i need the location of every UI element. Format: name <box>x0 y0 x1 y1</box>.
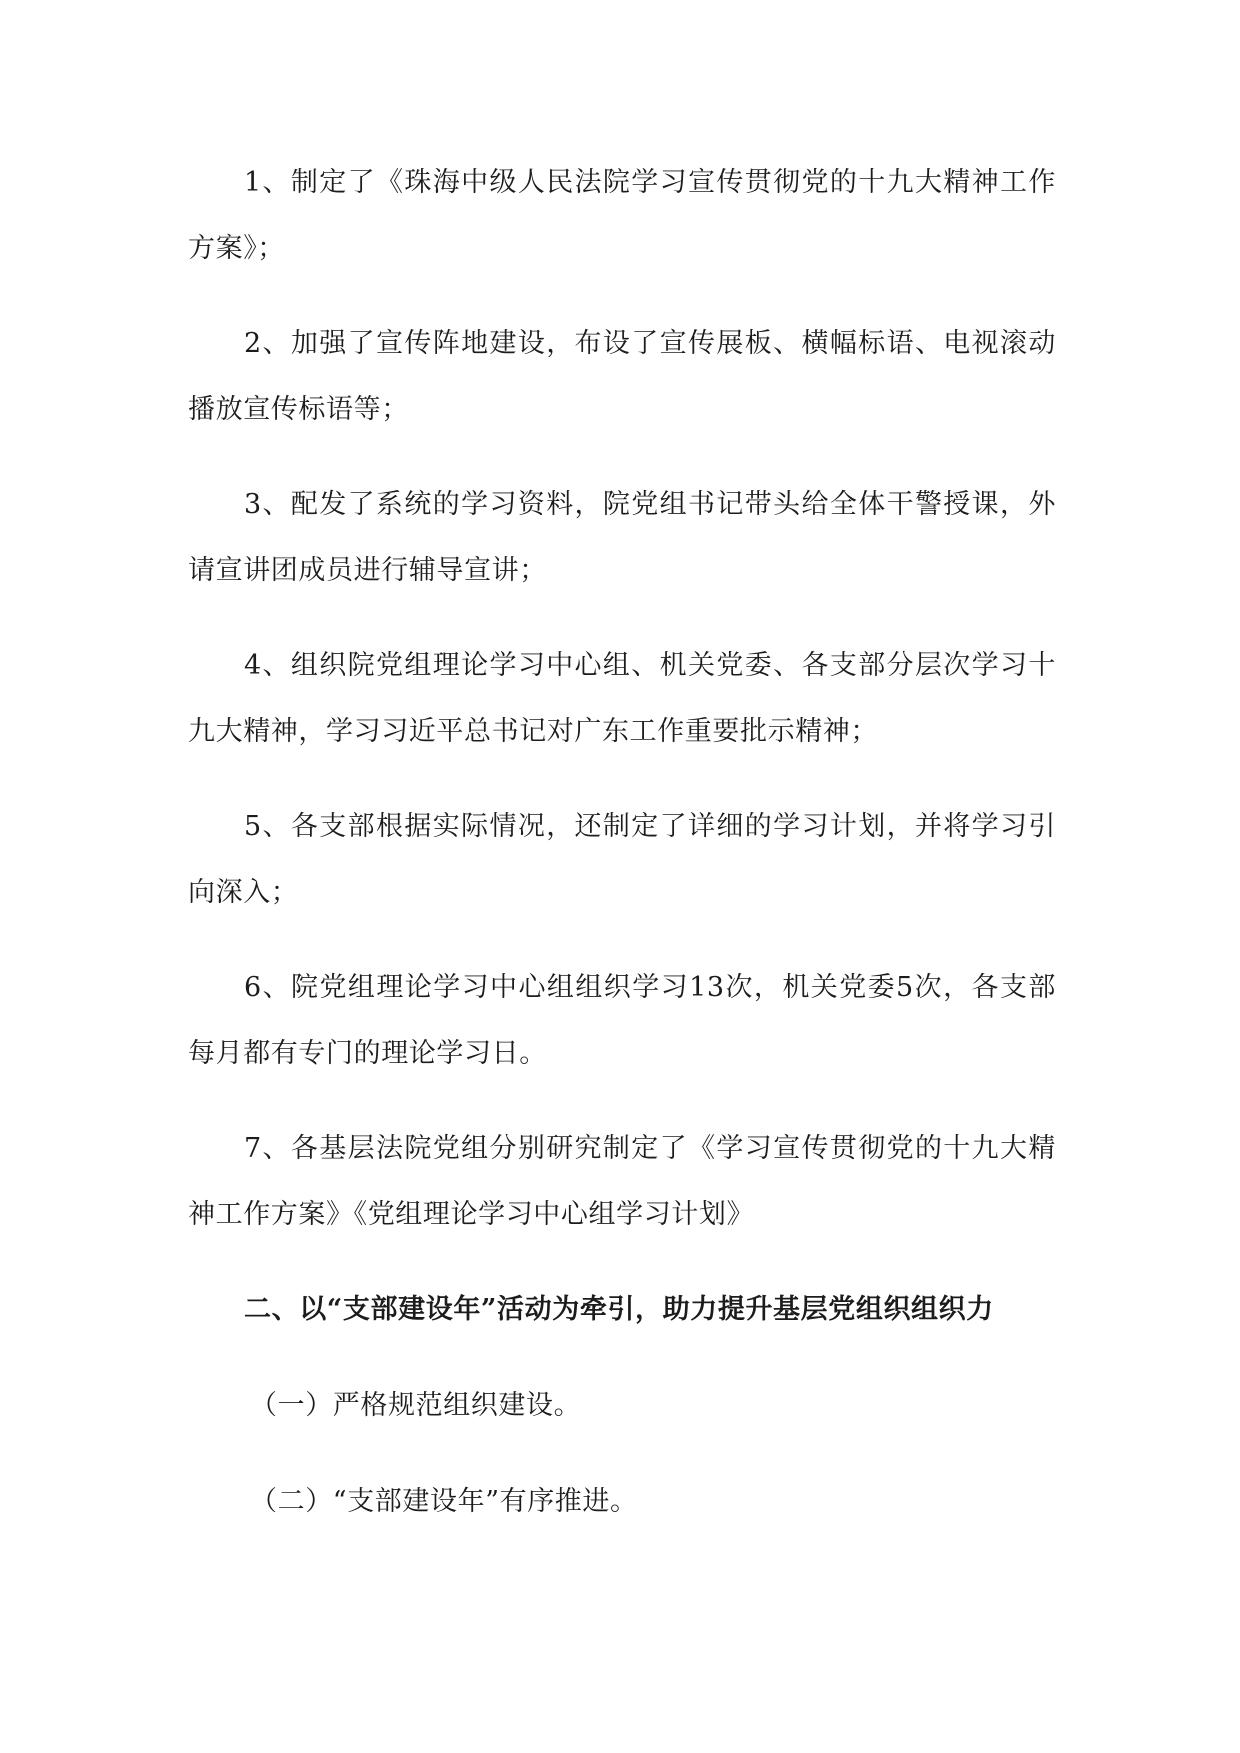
paragraph-1: 1、制定了《珠海中级人民法院学习宣传贯彻党的十九大精神工作方案》； <box>188 167 1056 264</box>
paragraph-5: 5、各支部根据实际情况，还制定了详细的学习计划，并将学习引向深入； <box>188 811 1056 908</box>
paragraph-4: 4、组织院党组理论学习中心组、机关党委、各支部分层次学习十九大精神，学习习近平总书记对广东工作重要批示精神； <box>188 650 1056 747</box>
subsection-1: （一）严格规范组织建设。 <box>250 1390 582 1421</box>
document-body <box>188 150 1056 1565</box>
paragraph-7: 7、各基层法院党组分别研究制定了《学习宣传贯彻党的十九大精神工作方案》《党组理论学习中心组学习计划》 <box>188 1133 1056 1230</box>
subsection-2: （二）“支部建设年”有序推进。 <box>250 1486 638 1517</box>
paragraph-2: 2、加强了宣传阵地建设，布设了宣传展板、横幅标语、电视滚动播放宣传标语等； <box>188 328 1056 425</box>
paragraph-3: 3、配发了系统的学习资料，院党组书记带头给全体干警授课，外请宣讲团成员进行辅导宣讲； <box>188 489 1056 586</box>
paragraph-6: 6、院党组理论学习中心组组织学习13次，机关党委5次，各支部每月都有专门的理论学习日。 <box>188 972 1056 1069</box>
section-heading: 二、以“支部建设年”活动为牵引，助力提升基层党组织组织力 <box>244 1294 994 1325</box>
